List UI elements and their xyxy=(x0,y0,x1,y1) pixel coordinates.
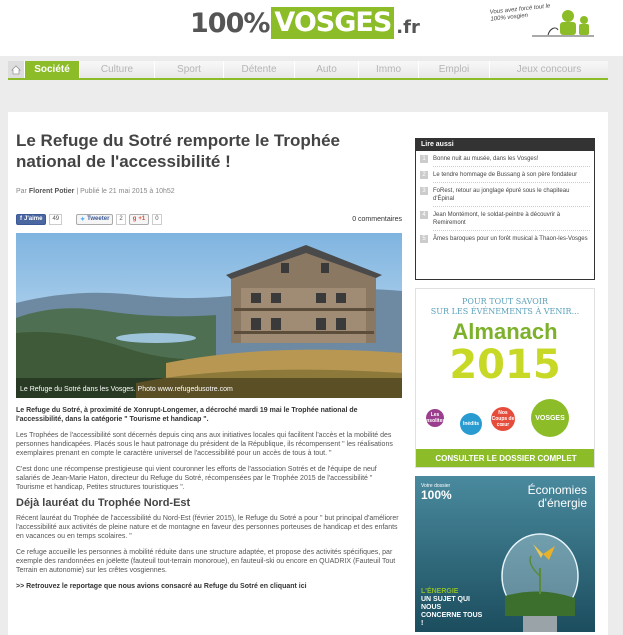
article-paragraph: Les Trophées de l'accessibilité sont décernés depuis cinq ans aux initiatives locales qui facilitent l'accès et la mobilité des personnes handicapées. Placés sous le haut patronage du président de la République, ils récompensent " les réalisations exemplaires prenant en compte le caractère universel de l'accessibilité pour un accès de tous à tout. " xyxy=(16,432,393,457)
article-lead: Le Refuge du Sotré, à proximité de Xonrupt-Longemer, a décroché mardi 19 mai le Trophée national de l'accessibilité, dans la catégorie " Tourisme et handicap ". xyxy=(16,407,358,423)
item-number: 4 xyxy=(420,211,428,219)
logo-vosges: VOSGES xyxy=(271,7,394,39)
google-plus-icon: g xyxy=(132,216,137,222)
lire-aussi-box xyxy=(415,138,595,280)
nav-item-detente[interactable]: Détente xyxy=(224,61,295,78)
author-link[interactable]: Florent Potier xyxy=(28,188,75,195)
bubble-insolites: Les insolites xyxy=(426,409,444,427)
google-plus-button[interactable] xyxy=(129,214,150,225)
lire-aussi-item[interactable] xyxy=(416,207,594,231)
facebook-icon: f xyxy=(20,216,22,222)
article-byline xyxy=(16,188,175,195)
lire-aussi-title: Lire aussi xyxy=(416,139,594,151)
tweet-count: 2 xyxy=(116,214,125,225)
article-paragraph: Récent lauréat du Trophée de l'accessibilité du Nord-Est (février 2015), le Refuge du Sotré a pour " but principal d'améliorer l'accessibilité aux activités de pleine nature et de montagne en faveur des personnes porteuses de handicap et des enfants en vacances ou en temps scolaires. " xyxy=(16,515,399,540)
facebook-like-button[interactable] xyxy=(16,214,46,225)
almanach-ad[interactable] xyxy=(415,288,595,468)
bubble-vosges: VOSGES xyxy=(531,399,569,437)
social-bar xyxy=(16,213,402,225)
item-link[interactable]: Âmes baroques pour un forêt musical à Thaon-les-Vosges xyxy=(433,236,588,242)
article-body xyxy=(16,406,402,598)
energie-badge-big: 100% xyxy=(421,488,452,502)
lire-aussi-item[interactable] xyxy=(416,231,594,246)
energie-tagline xyxy=(421,588,483,628)
logo-100: 100% xyxy=(190,7,270,39)
energie-tagline-1: L'ÉNERGIE xyxy=(421,588,459,595)
nav-item-auto[interactable]: Auto xyxy=(295,61,359,78)
mascot-text: Vous avez forcé tout le 100% vosgien xyxy=(489,3,551,23)
item-link[interactable]: Le tendre hommage de Bussang à son père fondateur xyxy=(433,171,590,183)
byline-prefix: Par xyxy=(16,188,27,195)
facebook-like-label: J'aime xyxy=(24,216,43,222)
almanach-title: Almanach xyxy=(452,319,558,344)
nav-item-jeux-concours[interactable]: Jeux concours xyxy=(490,61,608,78)
energie-title-2: d'énergie xyxy=(538,496,587,510)
article-photo xyxy=(16,233,402,398)
bubble-coups-de-coeur: Nos Coups de cœur xyxy=(491,407,515,431)
almanach-tagline-1: POUR TOUT SAVOIR xyxy=(461,297,548,306)
main-nav xyxy=(8,61,608,80)
nav-item-culture[interactable]: Culture xyxy=(80,61,155,78)
content-area xyxy=(8,112,608,635)
nav-item-emploi[interactable]: Emploi xyxy=(419,61,490,78)
reportage-link[interactable]: >> Retrouvez le reportage que nous avions consacré au Refuge du Sotré en cliquant ici xyxy=(16,583,307,590)
comments-link[interactable]: 0 commentaires xyxy=(352,215,402,223)
bubble-inedits: Inédits xyxy=(460,413,482,435)
almanach-year: 2015 xyxy=(449,342,561,388)
lightbulb-icon xyxy=(485,516,595,632)
photo-caption: Le Refuge du Sotré dans les Vosges. Photo www.refugedusotre.com xyxy=(20,386,233,393)
item-number: 3 xyxy=(420,187,428,195)
site-logo[interactable] xyxy=(190,6,420,40)
energie-badge-small: Votre dossier xyxy=(421,483,451,489)
mascot-illustration xyxy=(490,4,600,44)
item-number: 2 xyxy=(420,171,428,179)
google-plus-label: +1 xyxy=(138,216,146,222)
facebook-count: 49 xyxy=(49,214,62,225)
energie-title xyxy=(528,484,587,510)
almanach-button[interactable]: CONSULTER LE DOSSIER COMPLET xyxy=(416,449,595,467)
home-icon[interactable] xyxy=(8,61,25,78)
energie-badge xyxy=(421,483,463,502)
energie-tagline-2: UN SUJET QUI NOUS CONCERNE TOUS ! xyxy=(421,596,483,627)
item-link[interactable]: FoRest, retour au jonglage épuré sous le chapiteau d'Épinal xyxy=(433,187,590,207)
nav-item-societe[interactable]: Société xyxy=(25,61,80,78)
almanach-tagline-2: SUR LES ÉVÉNEMENTS À VENIR... xyxy=(430,307,580,316)
logo-fr: .fr xyxy=(396,16,420,38)
article-paragraph: C'est donc une récompense prestigieuse qui vient couronner les efforts de l'association Sotrés et de l'équipe de neuf salariés de Jean-Marie Haton, directeur du Refuge du Sotré, récompensées par le Trophée 2015 de l'accessibilité " Tourisme et handicap, Petites structures touristiques ". xyxy=(16,466,377,491)
lire-aussi-item[interactable] xyxy=(416,151,594,167)
twitter-icon: ✦ xyxy=(80,216,86,223)
item-number: 1 xyxy=(420,155,428,163)
article-paragraph: Ce refuge accueille les personnes à mobilité réduite dans une structure adaptée, et propose des activités spécifiques, par exemple des randonnées en joëlette (fauteuil tout-terrain monoroue), en fauteuil-ski ou encore en QUADRIX (Fauteuil Tout Terrain en autonomie) sur les crêtes vosgiennes. xyxy=(16,549,396,574)
tweet-label: Tweeter xyxy=(87,216,110,222)
item-link[interactable]: Bonne nuit au musée, dans les Vosges! xyxy=(433,155,590,167)
tweet-button[interactable] xyxy=(76,214,113,225)
energie-ad[interactable] xyxy=(415,476,595,632)
energie-title-1: Économies xyxy=(527,483,587,497)
item-number: 5 xyxy=(420,235,428,243)
item-link[interactable]: Jean Montémont, le soldat-peintre à découvrir à Remiremont xyxy=(433,211,590,231)
publish-date: | Publié le 21 mai 2015 à 10h52 xyxy=(76,188,175,195)
lire-aussi-item[interactable] xyxy=(416,183,594,207)
article-subtitle: Déjà lauréat du Trophée Nord-Est xyxy=(16,497,191,509)
article-title: Le Refuge du Sotré remporte le Trophée national de l'accessibilité ! xyxy=(16,131,341,171)
almanach-tagline xyxy=(416,289,594,317)
nav-item-immo[interactable]: Immo xyxy=(359,61,419,78)
nav-item-sport[interactable]: Sport xyxy=(155,61,224,78)
google-plus-count: 0 xyxy=(152,214,161,225)
site-header xyxy=(0,0,623,56)
lire-aussi-item[interactable] xyxy=(416,167,594,183)
